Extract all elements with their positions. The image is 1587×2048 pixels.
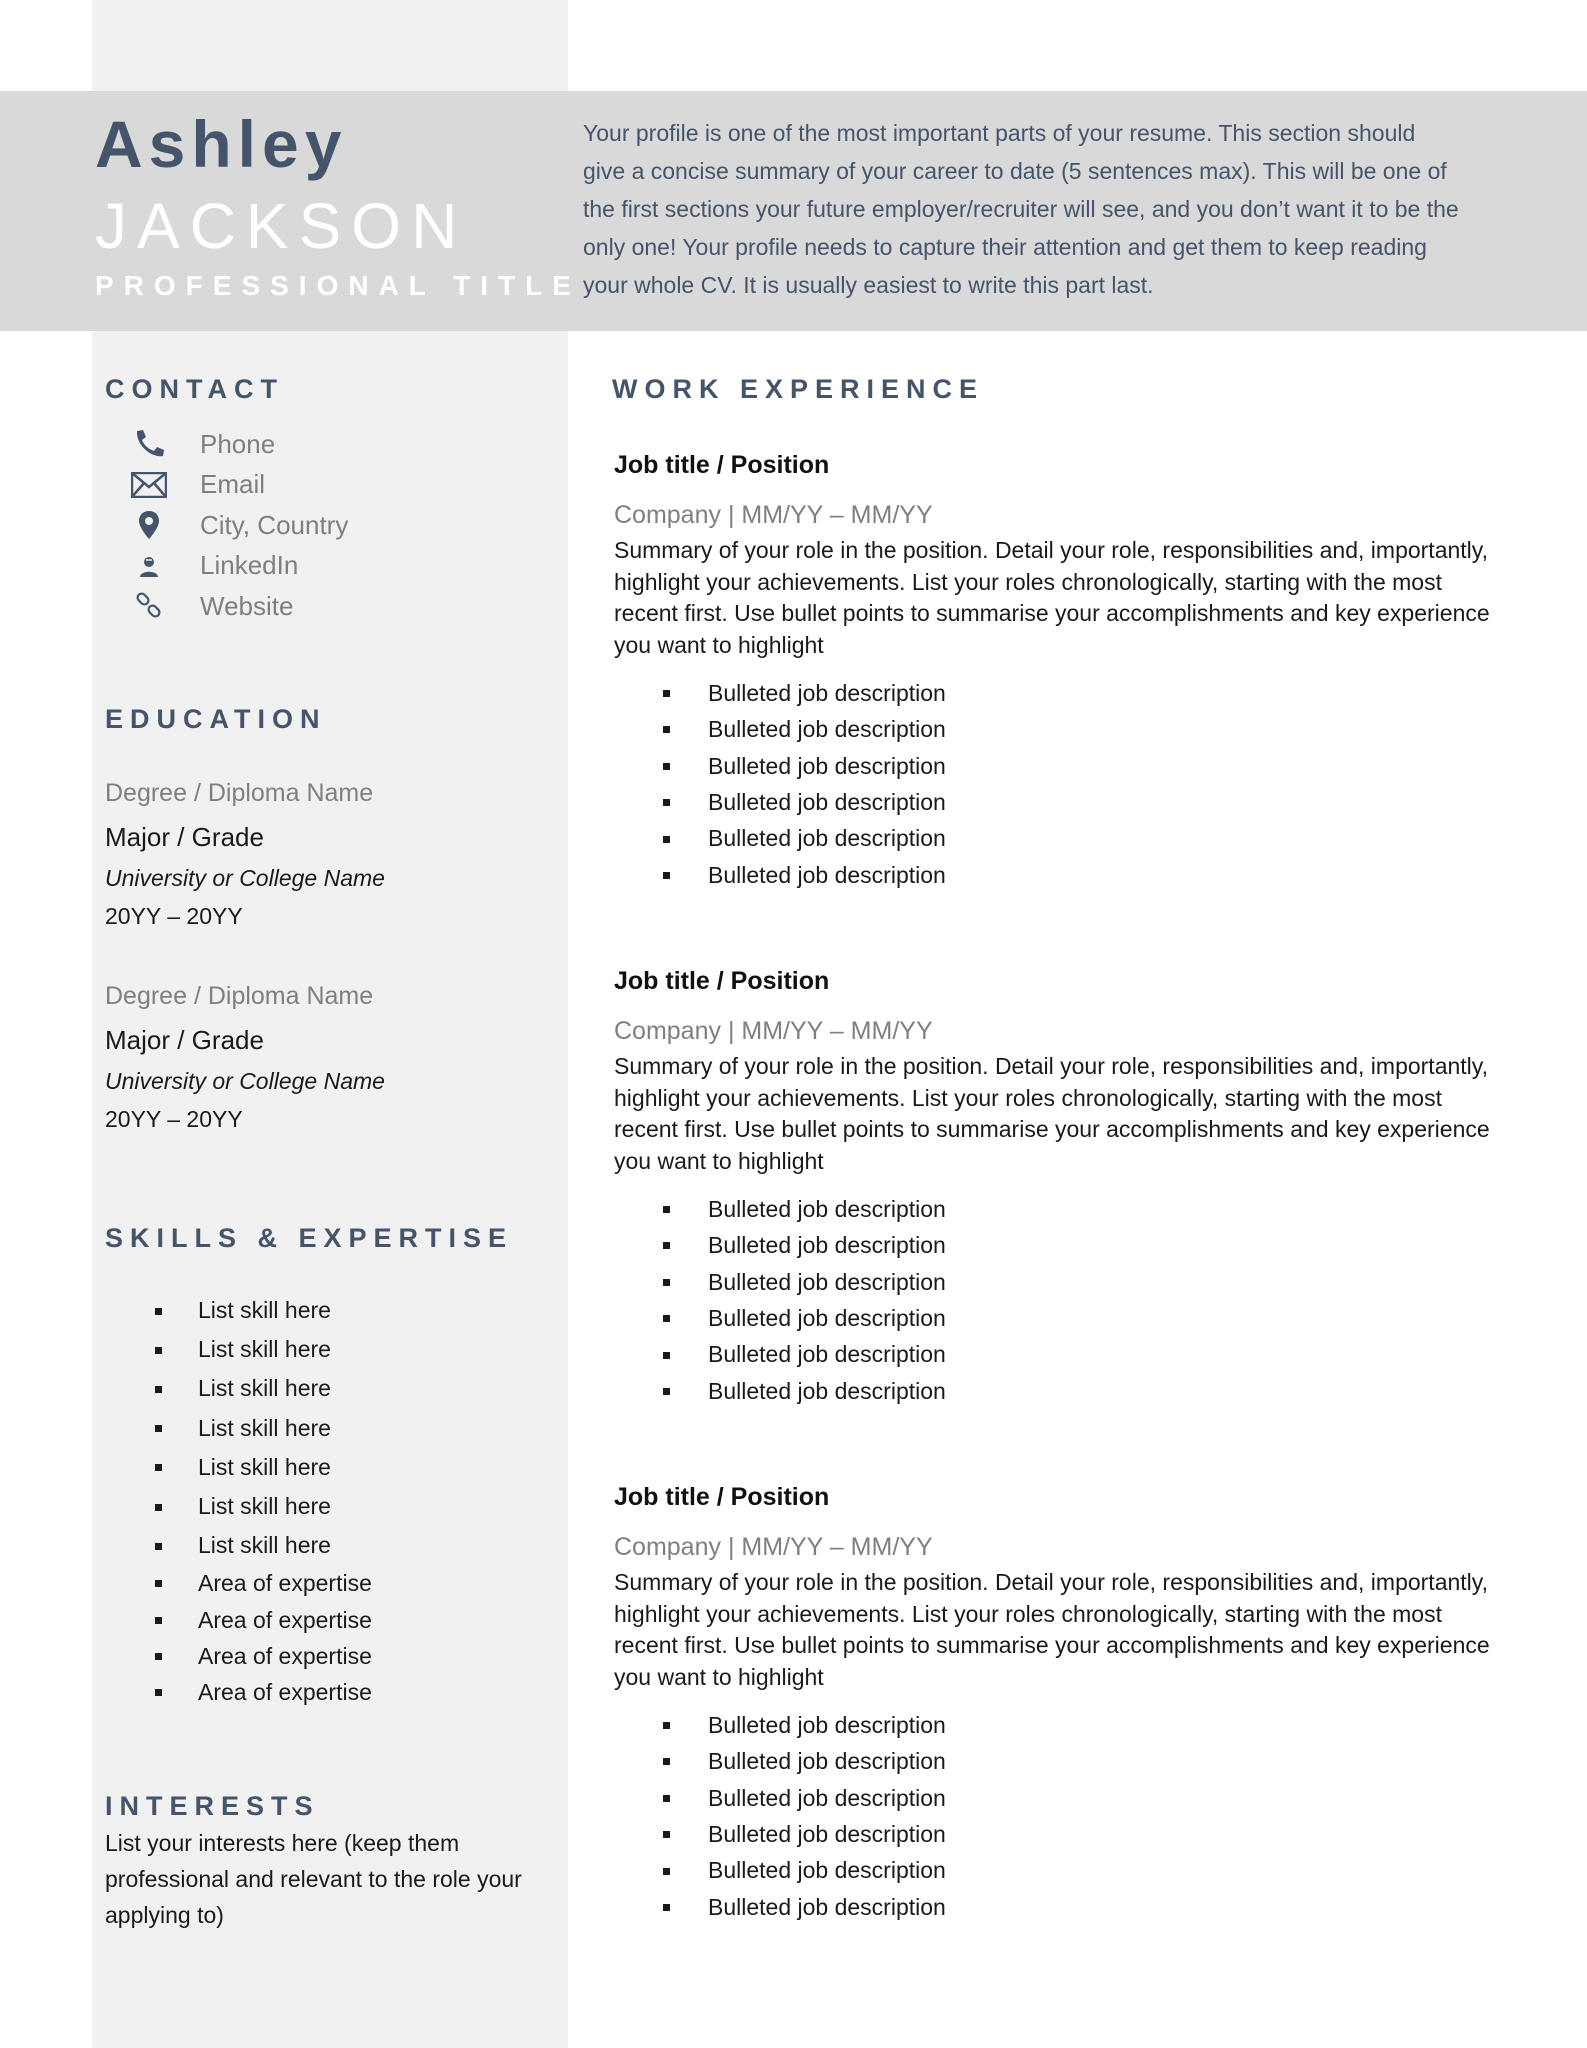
major-grade: Major / Grade [105,822,264,852]
job-bullet: Bulleted job description [660,784,1560,820]
last-name: JACKSON [95,190,468,262]
job-bullet: Bulleted job description [660,1373,1560,1409]
job-title: Job title / Position [614,1483,830,1511]
job-summary: Summary of your role in the position. Detail your role, responsibilities and, importantly, highlight your achievements. List your roles chronologically, starting with the most recent first. Use bullet points to summarise your accomplishments and key experience you want to highlight [614,1053,1490,1175]
skill-item: List skill here [152,1526,372,1565]
job-title: Job title / Position [614,451,830,479]
skill-item: List skill here [152,1330,372,1369]
profile-summary: Your profile is one of the most important parts of your resume. This section should give a concise summary of your career to date (5 sentences max). This will be one of the first sections your future employer/recruiter will see, and you don’t want it to be the only one! Your profile needs to capture their attention and get them to keep reading your whole CV. It is usually easiest to write this part last. [583,120,1459,298]
contact-list [128,424,348,627]
degree-name: Degree / Diploma Name [105,779,374,807]
job-bullet: Bulleted job description [660,1889,1560,1925]
degree-name: Degree / Diploma Name [105,982,374,1010]
major-grade: Major / Grade [105,1025,264,1055]
skills-list [152,1291,372,1711]
contact-location[interactable] [128,505,348,546]
job-bullet: Bulleted job description [660,1816,1560,1852]
contact-email-label: Email [200,469,266,500]
university-name: University or College Name [105,1068,385,1094]
job-bullet: Bulleted job description [660,1300,1560,1336]
skill-item: List skill here [152,1448,372,1487]
job-bullet: Bulleted job description [660,820,1560,856]
job-bullets [660,1191,1560,1409]
job-title: Job title / Position [614,967,830,995]
contact-heading: CONTACT [105,374,284,404]
linkedin-icon [128,550,170,582]
job-bullet: Bulleted job description [660,1707,1560,1743]
job-entry [614,1477,1514,1925]
job-bullet: Bulleted job description [660,1264,1560,1300]
contact-location-label: City, Country [200,509,349,540]
first-name: Ashley [95,107,348,181]
job-bullet: Bulleted job description [660,1852,1560,1888]
job-bullet: Bulleted job description [660,857,1560,893]
expertise-item: Area of expertise [152,1602,372,1638]
interests-text: List your interests here (keep them professional and relevant to the role your applying to) [105,1830,522,1928]
phone-icon [128,428,170,460]
professional-title: PROFESSIONAL TITLE [95,270,581,301]
contact-phone[interactable] [128,424,348,465]
link-icon [128,590,170,622]
job-bullet: Bulleted job description [660,1191,1560,1227]
job-bullet: Bulleted job description [660,675,1560,711]
education-entry [105,974,545,1138]
interests-heading: INTERESTS [105,1791,320,1821]
job-bullet: Bulleted job description [660,1227,1560,1263]
job-bullet: Bulleted job description [660,1336,1560,1372]
contact-website[interactable] [128,586,348,627]
job-bullets [660,1707,1560,1925]
skill-item: List skill here [152,1369,372,1408]
work-experience-heading: WORK EXPERIENCE [612,374,985,404]
job-summary: Summary of your role in the position. Detail your role, responsibilities and, importantly, highlight your achievements. List your roles chronologically, starting with the most recent first. Use bullet points to summarise your accomplishments and key experience you want to highlight [614,537,1490,659]
job-company-dates: Company | MM/YY – MM/YY [614,1533,933,1561]
job-bullet: Bulleted job description [660,1780,1560,1816]
contact-linkedin-label: LinkedIn [200,550,299,581]
contact-phone-label: Phone [200,428,276,459]
email-icon [128,469,170,501]
contact-website-label: Website [200,590,294,621]
job-company-dates: Company | MM/YY – MM/YY [614,1017,933,1045]
education-entry [105,771,545,935]
job-bullet: Bulleted job description [660,1743,1560,1779]
skill-item: List skill here [152,1291,372,1330]
contact-linkedin[interactable] [128,546,348,587]
skill-item: List skill here [152,1409,372,1448]
education-heading: EDUCATION [105,704,327,734]
job-entry [614,961,1514,1409]
education-years: 20YY – 20YY [105,903,243,929]
job-entry [614,445,1514,893]
job-bullet: Bulleted job description [660,748,1560,784]
expertise-item: Area of expertise [152,1565,372,1601]
job-bullets [660,675,1560,893]
expertise-item: Area of expertise [152,1638,372,1674]
skills-heading: SKILLS & EXPERTISE [105,1223,514,1253]
skill-item: List skill here [152,1487,372,1526]
location-pin-icon [128,509,170,541]
university-name: University or College Name [105,865,385,891]
education-years: 20YY – 20YY [105,1106,243,1132]
expertise-item: Area of expertise [152,1674,372,1710]
job-company-dates: Company | MM/YY – MM/YY [614,501,933,529]
contact-email[interactable] [128,465,348,506]
job-summary: Summary of your role in the position. Detail your role, responsibilities and, importantly, highlight your achievements. List your roles chronologically, starting with the most recent first. Use bullet points to summarise your accomplishments and key experience you want to highlight [614,1569,1490,1691]
job-bullet: Bulleted job description [660,711,1560,747]
